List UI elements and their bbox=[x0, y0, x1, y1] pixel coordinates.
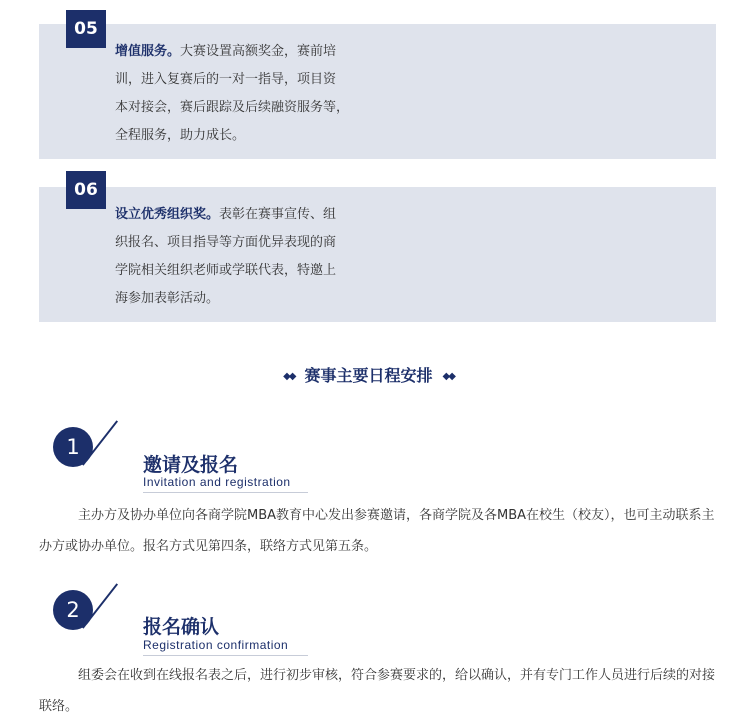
card-line-rest: 海参加表彰活动。 bbox=[115, 291, 220, 306]
diamond-decor-icon: ◆◆ bbox=[442, 371, 454, 382]
card-05 bbox=[39, 19, 716, 159]
card-line bbox=[115, 201, 377, 229]
card-line-rest: 表彰在赛事宣传、组 bbox=[219, 207, 337, 222]
card-line bbox=[115, 66, 377, 94]
card-line-rest: 全程服务，助力成长。 bbox=[115, 128, 246, 143]
diamond-decor-icon: ◆◆ bbox=[283, 371, 295, 382]
card-text bbox=[115, 38, 377, 150]
card-line bbox=[115, 257, 377, 285]
step-subtitle: Invitation and registration bbox=[143, 475, 291, 489]
card-number-badge: 05 bbox=[66, 10, 106, 48]
card-06 bbox=[39, 180, 716, 322]
card-text bbox=[115, 201, 377, 313]
card-line bbox=[115, 229, 377, 257]
card-line-rest: 织报名、项目指导等方面优异表现的商 bbox=[115, 235, 337, 250]
step-title: 邀请及报名 bbox=[143, 454, 239, 476]
schedule-heading bbox=[0, 363, 737, 390]
card-line-rest: 学院相关组织老师或学联代表，特邀上 bbox=[115, 263, 337, 278]
step-number-circle: 2 bbox=[53, 590, 93, 630]
card-line-bold: 设立优秀组织奖。 bbox=[115, 207, 220, 222]
schedule-title: 赛事主要日程安排 bbox=[304, 366, 433, 385]
card-line-rest: 大赛设置高额奖金，赛前培 bbox=[180, 44, 337, 59]
card-line-rest: 训，进入复赛后的一对一指导，项目资 bbox=[115, 72, 337, 87]
step-body: 主办方及协办单位向各商学院MBA教育中心发出参赛邀请，各商学院及各MBA在校生（校友），也可主动联系主办方或协办单位。报名方式见第四条，联络方式见第五条。 bbox=[39, 508, 715, 554]
step-subtitle: Registration confirmation bbox=[143, 638, 289, 652]
card-line bbox=[115, 122, 377, 150]
card-line bbox=[115, 285, 377, 313]
card-line bbox=[115, 38, 377, 66]
card-line-bold: 增值服务。 bbox=[115, 44, 181, 59]
card-line bbox=[115, 94, 377, 122]
card-number-badge: 06 bbox=[66, 171, 106, 209]
step-title: 报名确认 bbox=[143, 616, 220, 638]
step-body: 组委会在收到在线报名表之后，进行初步审核，符合参赛要求的，给以确认，并有专门工作人员进行后续的对接联络。 bbox=[39, 668, 716, 714]
step-number-circle: 1 bbox=[53, 427, 93, 467]
card-line-rest: 本对接会，赛后跟踪及后续融资服务等， bbox=[115, 100, 350, 115]
step-underline bbox=[143, 655, 308, 656]
step-underline bbox=[143, 492, 308, 493]
